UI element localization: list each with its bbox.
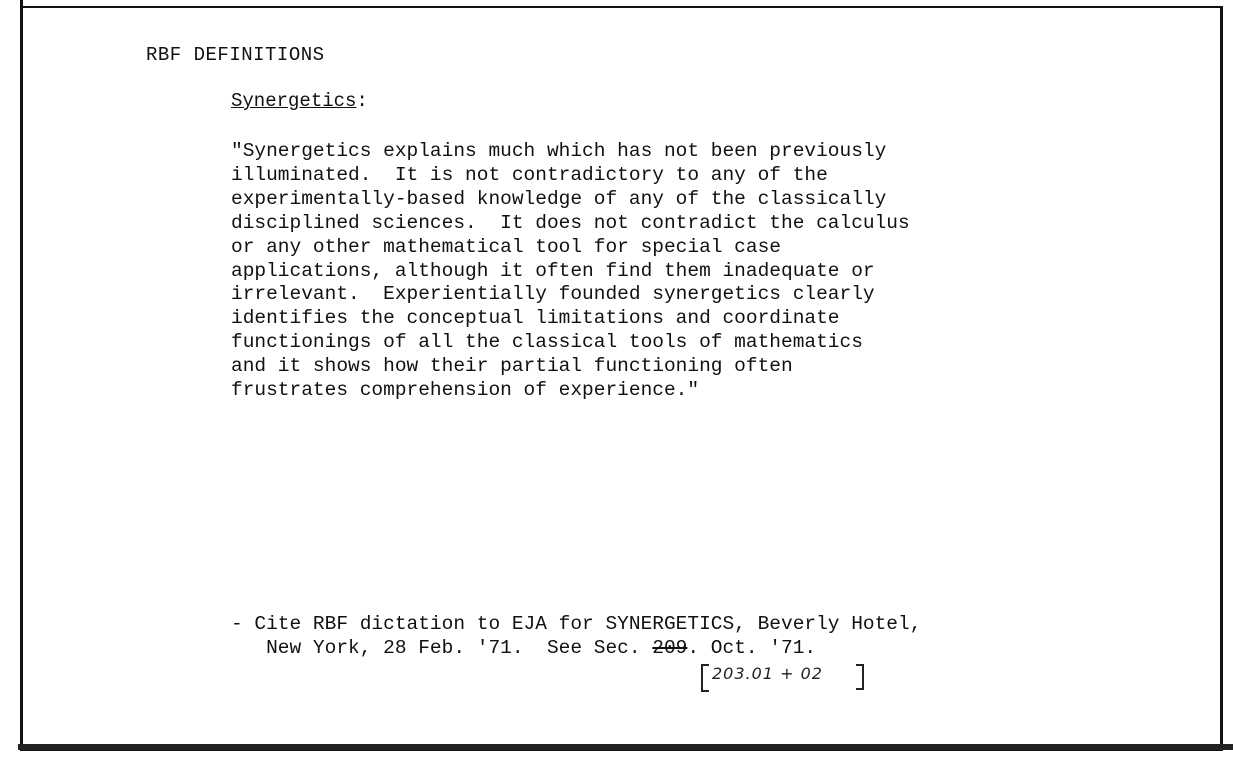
term-colon: : [356,90,368,112]
handwritten-bracket-left [701,664,709,692]
citation [231,612,921,660]
quote-line: identifies the conceptual limitations and coordinate [231,307,840,330]
quote-line: illuminated. It is not contradictory to any of the [231,163,828,186]
quote-line: disciplined sciences. It does not contradict the calculus [231,211,910,234]
citation-line-2 [231,636,921,660]
quote-line: or any other mathematical tool for special case [231,235,781,258]
struck-section-number: 209 [652,637,688,659]
citation-suffix: . Oct. '71. [687,637,817,659]
quote-line: frustrates comprehension of experience." [231,379,700,402]
quote-line: experimentally-based knowledge of any of the classically [231,187,887,210]
card-bottom-edge [18,744,1233,750]
quote-line: applications, although it often find them inadequate or [231,259,875,282]
handwritten-bracket-right [856,664,864,690]
card-heading: RBF DEFINITIONS [146,44,325,66]
definition-quote [231,140,910,403]
citation-prefix: New York, 28 Feb. '71. See Sec. [266,637,653,659]
citation-line-1: - Cite RBF dictation to EJA for SYNERGETICS, Beverly Hotel, [231,613,922,635]
term-heading [231,90,368,112]
term-label: Synergetics [231,90,357,112]
handwritten-section-note: 203.01 + 02 [712,664,823,683]
quote-line: functionings of all the classical tools of mathematics [231,331,863,354]
quote-line: irrelevant. Experientially founded synergetics clearly [231,283,875,306]
quote-line: and it shows how their partial functioning often [231,355,793,378]
quote-line: "Synergetics explains much which has not been previously [231,140,887,162]
